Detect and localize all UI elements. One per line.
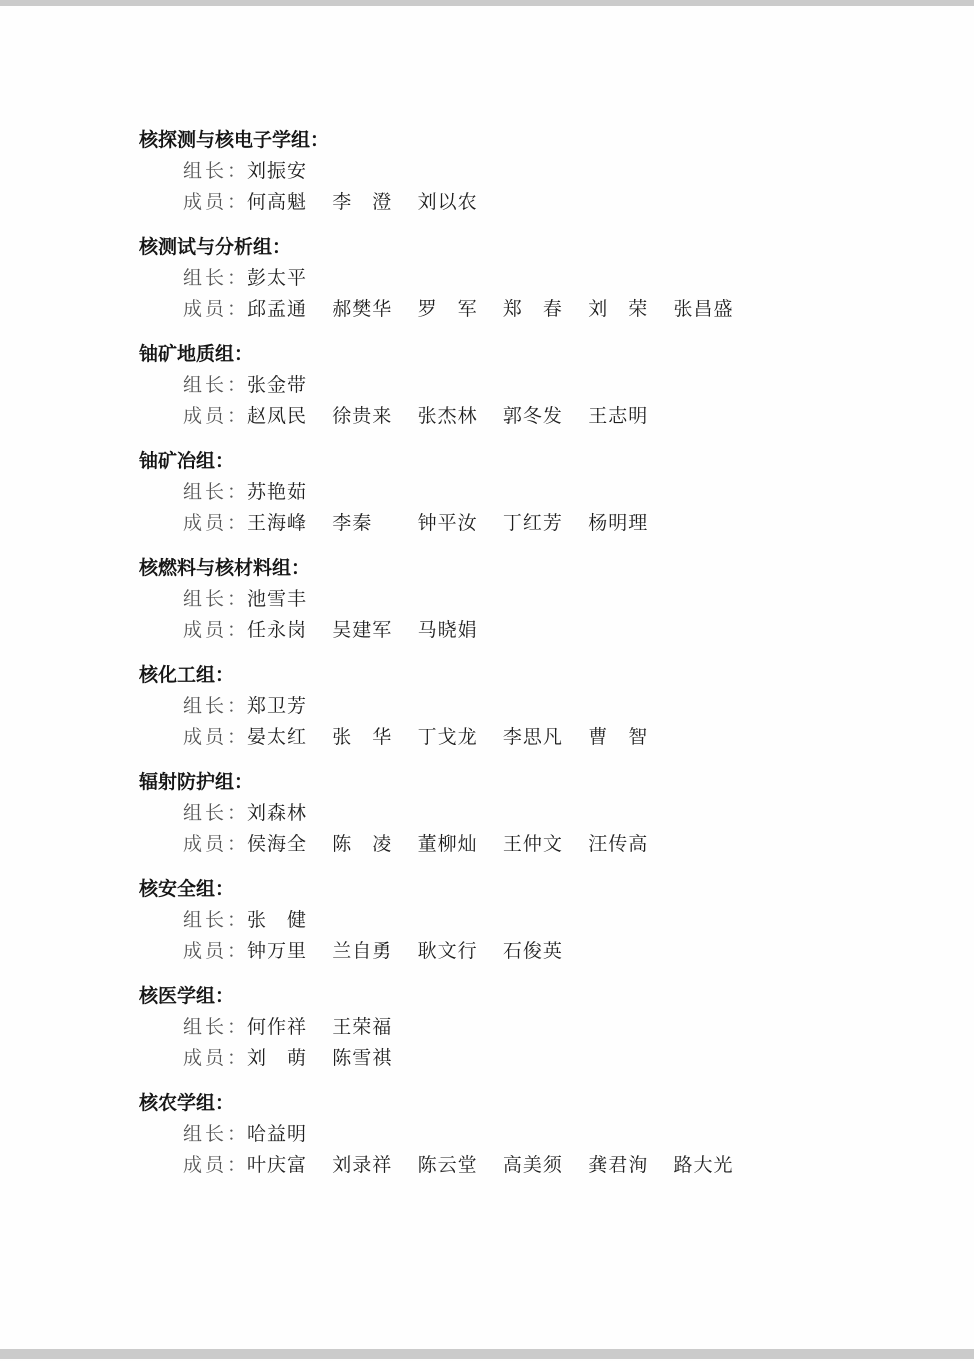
member-name: 丁红芳 bbox=[502, 512, 563, 534]
member-name: 王志明 bbox=[588, 405, 649, 427]
members-label: 成员： bbox=[183, 512, 250, 534]
member-name: 王仲文 bbox=[502, 833, 563, 855]
expert-group bbox=[139, 340, 919, 447]
group-title: 核化工组： bbox=[139, 664, 235, 686]
expert-group bbox=[139, 768, 919, 875]
top-page-border bbox=[0, 0, 974, 6]
leader-label: 组长： bbox=[183, 481, 250, 503]
leader-label: 组长： bbox=[183, 802, 250, 824]
leader-label: 组长： bbox=[183, 267, 250, 289]
expert-group bbox=[139, 554, 919, 661]
bottom-page-border bbox=[0, 1349, 974, 1359]
leader-name: 王荣福 bbox=[332, 1016, 393, 1038]
leader-name: 何作祥 bbox=[247, 1016, 308, 1038]
member-name: 钟万里 bbox=[247, 940, 308, 962]
member-name: 吴建军 bbox=[332, 619, 393, 641]
group-title: 核农学组： bbox=[139, 1092, 235, 1114]
member-name: 刘以农 bbox=[417, 191, 478, 213]
expert-group bbox=[139, 126, 919, 233]
member-name: 李 澄 bbox=[332, 191, 393, 213]
group-title: 铀矿冶组： bbox=[139, 450, 235, 472]
leader-name: 刘森林 bbox=[247, 802, 308, 824]
group-title: 铀矿地质组： bbox=[139, 343, 254, 365]
member-name: 张昌盛 bbox=[673, 298, 734, 320]
member-name: 罗 军 bbox=[417, 298, 478, 320]
member-name: 路大光 bbox=[673, 1154, 734, 1176]
member-name: 汪传高 bbox=[588, 833, 649, 855]
member-name: 郑 春 bbox=[502, 298, 563, 320]
group-title: 核测试与分析组： bbox=[139, 236, 292, 258]
member-name: 曹 智 bbox=[588, 726, 649, 748]
member-name: 叶庆富 bbox=[247, 1154, 308, 1176]
member-name: 刘 荣 bbox=[588, 298, 649, 320]
group-title: 核探测与核电子学组： bbox=[139, 129, 330, 151]
group-title: 核燃料与核材料组： bbox=[139, 557, 311, 579]
members-label: 成员： bbox=[183, 191, 250, 213]
members-label: 成员： bbox=[183, 405, 250, 427]
leader-label: 组长： bbox=[183, 588, 250, 610]
leader-label: 组长： bbox=[183, 160, 250, 182]
leader-name: 苏艳茹 bbox=[247, 481, 308, 503]
members-label: 成员： bbox=[183, 726, 250, 748]
expert-group bbox=[139, 447, 919, 554]
member-name: 高美须 bbox=[502, 1154, 563, 1176]
members-label: 成员： bbox=[183, 1047, 250, 1069]
leader-name: 张金带 bbox=[247, 374, 308, 396]
member-name: 石俊英 bbox=[502, 940, 563, 962]
group-title: 核安全组： bbox=[139, 878, 235, 900]
member-name: 杨明理 bbox=[588, 512, 649, 534]
leader-name: 哈益明 bbox=[247, 1123, 308, 1145]
members-label: 成员： bbox=[183, 619, 250, 641]
member-name: 李秦 bbox=[332, 512, 373, 534]
leader-name: 彭太平 bbox=[247, 267, 308, 289]
members-label: 成员： bbox=[183, 940, 250, 962]
member-name: 陈 凌 bbox=[332, 833, 393, 855]
member-name: 张 华 bbox=[332, 726, 393, 748]
expert-group bbox=[139, 661, 919, 768]
document-page bbox=[139, 126, 919, 1196]
leader-label: 组长： bbox=[183, 1123, 250, 1145]
member-name: 郝樊华 bbox=[332, 298, 393, 320]
leader-label: 组长： bbox=[183, 909, 250, 931]
members-label: 成员： bbox=[183, 1154, 250, 1176]
leader-name: 池雪丰 bbox=[247, 588, 308, 610]
member-name: 张杰林 bbox=[417, 405, 478, 427]
member-name: 任永岗 bbox=[247, 619, 308, 641]
member-name: 何高魁 bbox=[247, 191, 308, 213]
members-label: 成员： bbox=[183, 833, 250, 855]
leader-label: 组长： bbox=[183, 1016, 250, 1038]
member-name: 刘 萌 bbox=[247, 1047, 308, 1069]
group-title: 辐射防护组： bbox=[139, 771, 254, 793]
member-name: 刘录祥 bbox=[332, 1154, 393, 1176]
expert-group bbox=[139, 233, 919, 340]
expert-group bbox=[139, 982, 919, 1089]
member-name: 赵凤民 bbox=[247, 405, 308, 427]
member-name: 徐贵来 bbox=[332, 405, 393, 427]
member-name: 兰自勇 bbox=[332, 940, 393, 962]
member-name: 李思凡 bbox=[502, 726, 563, 748]
member-name: 马晓娟 bbox=[417, 619, 478, 641]
expert-group bbox=[139, 1089, 919, 1196]
member-name: 董柳灿 bbox=[417, 833, 478, 855]
member-name: 龚君洵 bbox=[588, 1154, 649, 1176]
member-name: 钟平汝 bbox=[417, 512, 478, 534]
group-title: 核医学组： bbox=[139, 985, 235, 1007]
leader-label: 组长： bbox=[183, 695, 250, 717]
leader-label: 组长： bbox=[183, 374, 250, 396]
member-name: 丁戈龙 bbox=[417, 726, 478, 748]
leader-name: 张 健 bbox=[247, 909, 308, 931]
member-name: 邱孟通 bbox=[247, 298, 308, 320]
member-name: 耿文行 bbox=[417, 940, 478, 962]
member-name: 郭冬发 bbox=[502, 405, 563, 427]
leader-name: 刘振安 bbox=[247, 160, 308, 182]
member-name: 侯海全 bbox=[247, 833, 308, 855]
member-name: 王海峰 bbox=[247, 512, 308, 534]
member-name: 晏太红 bbox=[247, 726, 308, 748]
member-name: 陈雪祺 bbox=[332, 1047, 393, 1069]
members-label: 成员： bbox=[183, 298, 250, 320]
leader-name: 郑卫芳 bbox=[247, 695, 308, 717]
member-name: 陈云堂 bbox=[417, 1154, 478, 1176]
expert-group bbox=[139, 875, 919, 982]
